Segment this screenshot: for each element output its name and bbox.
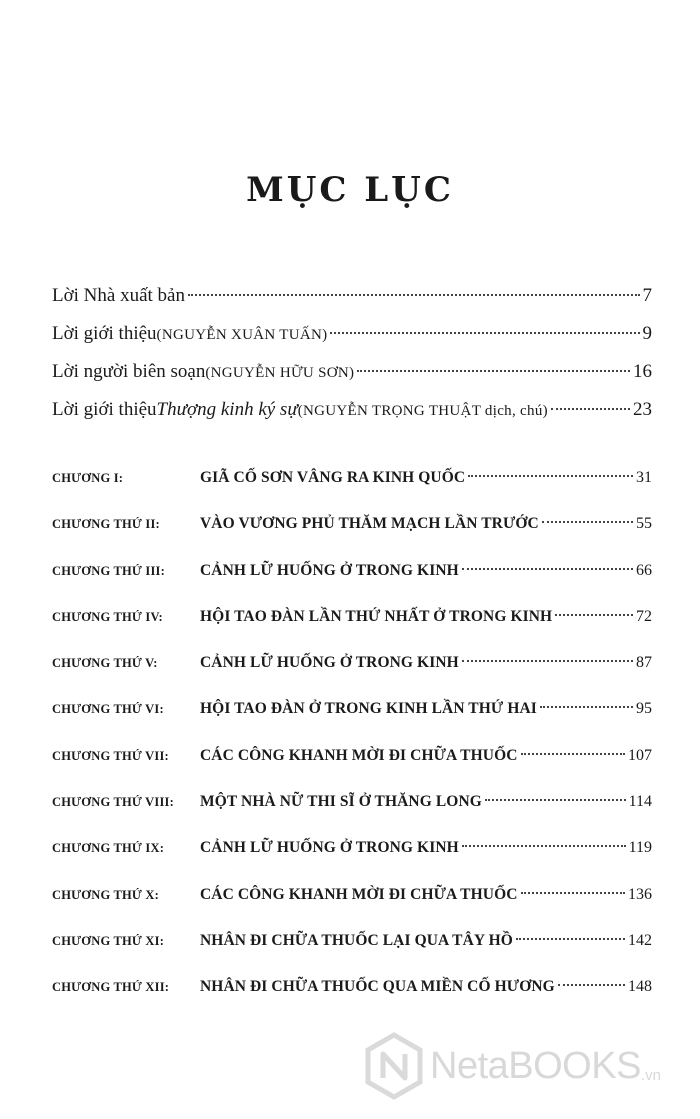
chapter-title: CẢNH LỮ HUỐNG Ở TRONG KINH (200, 839, 459, 857)
dot-leader (357, 370, 630, 372)
page-number: 107 (628, 746, 652, 764)
chapter-entry[interactable] (52, 744, 652, 790)
page-number: 23 (633, 399, 652, 420)
chapter-entry[interactable] (52, 651, 652, 697)
watermark (364, 1028, 661, 1104)
dot-leader (521, 892, 625, 894)
page-number: 114 (628, 793, 652, 811)
page-number: 9 (642, 323, 652, 344)
chapter-entry[interactable] (52, 883, 652, 929)
page-number: 31 (636, 469, 652, 486)
dot-leader (485, 799, 626, 801)
chapter-title: NHÂN ĐI CHỮA THUỐC LẠI QUA TÂY HỒ (200, 931, 513, 949)
chapter-label: CHƯƠNG THỨ III: (52, 563, 165, 578)
dot-leader (188, 294, 640, 296)
page-number: 72 (636, 607, 652, 625)
page-number: 136 (628, 885, 652, 903)
entry-text: Lời giới thiệu (52, 323, 157, 344)
chapter-title: CẢNH LỮ HUỐNG Ở TRONG KINH (200, 654, 459, 672)
page-number: 95 (636, 700, 652, 718)
chapter-label: CHƯƠNG THỨ IX: (52, 841, 165, 856)
dot-leader (551, 408, 630, 410)
toc-entry[interactable] (52, 359, 652, 397)
toc-entry[interactable] (52, 321, 652, 359)
dot-leader (521, 753, 625, 755)
dot-leader (330, 332, 639, 334)
chapter-label: CHƯƠNG THỨ VII: (52, 748, 169, 763)
front-matter-list (52, 283, 652, 435)
chapter-label: CHƯƠNG THỨ VI: (52, 702, 164, 717)
chapter-label: CHƯƠNG THỨ XII: (52, 980, 170, 995)
dot-leader (540, 706, 633, 708)
chapter-title: MỘT NHÀ NỮ THI SĨ Ở THĂNG LONG (200, 793, 482, 811)
chapter-title: GIÃ CỐ SƠN VÂNG RA KINH QUỐC (200, 469, 466, 486)
dot-leader (516, 938, 625, 940)
chapter-entry[interactable] (52, 929, 652, 975)
toc-entry[interactable] (52, 397, 652, 435)
chapter-title: CẢNH LỮ HUỐNG Ở TRONG KINH (200, 561, 459, 579)
netabooks-logo-icon (364, 1032, 424, 1100)
chapter-entry[interactable] (52, 605, 652, 651)
page-number: 87 (636, 654, 652, 672)
entry-text: Lời giới thiệu (52, 399, 157, 420)
chapter-title: CÁC CÔNG KHANH MỜI ĐI CHỮA THUỐC (200, 746, 518, 764)
dot-leader (462, 845, 626, 847)
dot-leader (462, 660, 633, 662)
entry-text: Lời người biên soạn (52, 361, 206, 382)
entry-author: (NGUYỄN TRỌNG THUẬT dịch, chú) (297, 403, 548, 419)
page-number: 55 (636, 515, 652, 533)
entry-italic-text: Thượng kinh ký sự (156, 399, 298, 420)
chapter-entry[interactable] (52, 559, 652, 605)
chapter-entry[interactable] (52, 836, 652, 882)
watermark-suffix: .vn (640, 1067, 661, 1084)
page-number: 16 (633, 361, 652, 382)
page-number: 66 (636, 561, 652, 579)
dot-leader (558, 984, 625, 986)
watermark-brand: NetaBOOKS (430, 1044, 641, 1087)
chapter-entry[interactable] (52, 697, 652, 743)
chapter-title: HỘI TAO ĐÀN LẦN THỨ NHẤT Ở TRONG KINH (200, 607, 553, 625)
dot-leader (542, 521, 633, 523)
chapter-entry[interactable] (52, 975, 652, 1021)
page-number: 7 (642, 285, 652, 306)
chapter-label: CHƯƠNG THỨ X: (52, 887, 159, 902)
chapter-title: NHÂN ĐI CHỮA THUỐC QUA MIỀN CỐ HƯƠNG (200, 978, 555, 996)
chapter-title: CÁC CÔNG KHANH MỜI ĐI CHỮA THUỐC (200, 885, 518, 903)
dot-leader (555, 614, 633, 616)
page-number: 142 (628, 931, 652, 949)
entry-author: (NGUYỄN HỮU SƠN) (205, 365, 355, 381)
chapter-label: CHƯƠNG THỨ II: (52, 517, 160, 532)
dot-leader (468, 475, 633, 477)
chapter-label: CHƯƠNG THỨ IV: (52, 609, 163, 624)
chapter-label: CHƯƠNG THỨ VIII: (52, 795, 174, 810)
chapter-label: CHƯƠNG THỨ XI: (52, 933, 165, 948)
entry-text: Lời Nhà xuất bản (52, 285, 185, 306)
chapter-title: HỘI TAO ĐÀN Ở TRONG KINH LẦN THỨ HAI (200, 700, 537, 718)
chapter-entry[interactable] (52, 512, 652, 558)
entry-author: (NGUYỄN XUÂN TUẤN) (156, 327, 328, 343)
chapter-title: VÀO VƯƠNG PHỦ THĂM MẠCH LẦN TRƯỚC (200, 515, 539, 533)
chapter-label: CHƯƠNG I: (52, 471, 124, 485)
dot-leader (462, 568, 633, 570)
chapter-entry[interactable] (52, 790, 652, 836)
chapter-entry[interactable] (52, 466, 652, 512)
chapter-list (52, 466, 652, 1022)
page-number: 119 (628, 839, 652, 857)
chapter-label: CHƯƠNG THỨ V: (52, 656, 158, 671)
toc-entry[interactable] (52, 283, 652, 321)
page-title: MỤC LỤC (246, 170, 454, 210)
page-number: 148 (628, 978, 652, 996)
